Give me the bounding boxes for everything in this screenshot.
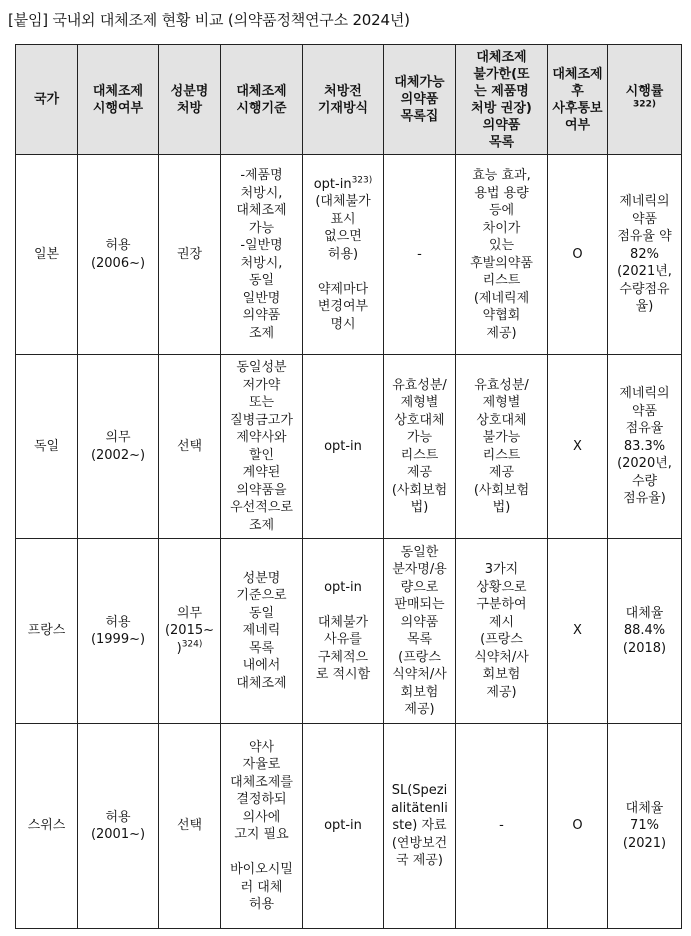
cell-rate: 대체율 71% (2021) <box>608 724 682 929</box>
table-row <box>16 155 682 355</box>
cell-rate: 제네릭의 약품 점유율 약 82% (2021년, 수량점유 율) <box>608 155 682 355</box>
cell-country: 프랑스 <box>16 539 78 724</box>
cell-prescription-method-footnote: 323) <box>351 175 373 186</box>
cell-non-substitutable-list: - <box>456 724 548 929</box>
cell-prescription-method-main: opt-in <box>313 176 352 192</box>
cell-criteria: 약사 자율로 대체조제를 결정하되 의사에 고지 필요 바이오시밀 러 대체 허용 <box>221 724 303 929</box>
table-row <box>16 724 682 929</box>
header-non-substitutable-list: 대체조제 불가한(또 는 제품명 처방 권장) 의약품 목록 <box>456 45 548 155</box>
header-rate-footnote: 322) <box>633 99 656 110</box>
header-substitutable-list: 대체가능 의약품 목록집 <box>384 45 456 155</box>
table-row <box>16 355 682 539</box>
cell-substitutable-list: SL(Spezi alitätenli ste) 자료 (연방보건 국 제공) <box>384 724 456 929</box>
cell-notification: O <box>548 724 608 929</box>
cell-criteria: -제품명 처방시, 대체조제 가능 -일반명 처방시, 동일 일반명 의약품 조제 <box>221 155 303 355</box>
table-caption: [붙임] 국내외 대체조제 현황 비교 (의약품정책연구소 2024년) <box>8 11 410 29</box>
cell-prescription-method-detail: (대체불가 표시 없으면 허용) 약제마다 변경여부 명시 <box>315 194 371 332</box>
cell-country: 독일 <box>16 355 78 539</box>
cell-notification: O <box>548 155 608 355</box>
cell-criteria: 성분명 기준으로 동일 제네릭 목록 내에서 대체조제 <box>221 539 303 724</box>
header-prescription-method: 처방전 기재방식 <box>303 45 384 155</box>
cell-prescription-method <box>303 155 384 355</box>
cell-notification: X <box>548 539 608 724</box>
cell-non-substitutable-list: 3가지 상황으로 구분하여 제시 (프랑스 식약처/사 회보험 제공) <box>456 539 548 724</box>
cell-country: 스위스 <box>16 724 78 929</box>
cell-ingredient-prescription: 선택 <box>159 724 221 929</box>
cell-prescription-method: opt-in <box>303 724 384 929</box>
comparison-table <box>15 44 682 929</box>
header-ingredient-prescription: 성분명 처방 <box>159 45 221 155</box>
header-notification: 대체조제 후 사후통보 여부 <box>548 45 608 155</box>
cell-implementation: 허용 (2001~) <box>78 724 159 929</box>
header-row <box>16 45 682 155</box>
cell-ingredient-prescription: 선택 <box>159 355 221 539</box>
header-country: 국가 <box>16 45 78 155</box>
cell-rate: 제네릭의 약품 점유율 83.3% (2020년, 수량 점유율) <box>608 355 682 539</box>
header-implementation: 대체조제 시행여부 <box>78 45 159 155</box>
header-rate-label: 시행률 <box>625 83 664 99</box>
cell-ingredient-prescription <box>159 539 221 724</box>
cell-prescription-method: opt-in 대체불가 사유를 구체적으 로 적시함 <box>303 539 384 724</box>
cell-substitutable-list: 유효성분/ 제형별 상호대체 가능 리스트 제공 (사회보험 법) <box>384 355 456 539</box>
cell-ingredient-prescription-main: 의무 (2015~ ) <box>164 605 215 656</box>
cell-criteria: 동일성분 저가약 또는 질병금고가 제약사와 할인 계약된 의약품을 우선적으로 조제 <box>221 355 303 539</box>
header-criteria: 대체조제 시행기준 <box>221 45 303 155</box>
cell-country: 일본 <box>16 155 78 355</box>
cell-non-substitutable-list: 유효성분/ 제형별 상호대체 불가능 리스트 제공 (사회보험 법) <box>456 355 548 539</box>
cell-ingredient-prescription-footnote: 324) <box>181 639 203 650</box>
table-row <box>16 539 682 724</box>
cell-substitutable-list: 동일한 분자명/용 량으로 판매되는 의약품 목록 (프랑스 식약처/사 회보험 제공) <box>384 539 456 724</box>
cell-notification: X <box>548 355 608 539</box>
cell-substitutable-list: - <box>384 155 456 355</box>
cell-rate: 대체율 88.4% (2018) <box>608 539 682 724</box>
cell-non-substitutable-list: 효능 효과, 용법 용량 등에 차이가 있는 후발의약품 리스트 (제네릭제 약협회 제공) <box>456 155 548 355</box>
header-rate <box>608 45 682 155</box>
cell-ingredient-prescription: 권장 <box>159 155 221 355</box>
cell-implementation: 허용 (1999~) <box>78 539 159 724</box>
cell-implementation: 허용 (2006~) <box>78 155 159 355</box>
cell-implementation: 의무 (2002~) <box>78 355 159 539</box>
cell-prescription-method: opt-in <box>303 355 384 539</box>
